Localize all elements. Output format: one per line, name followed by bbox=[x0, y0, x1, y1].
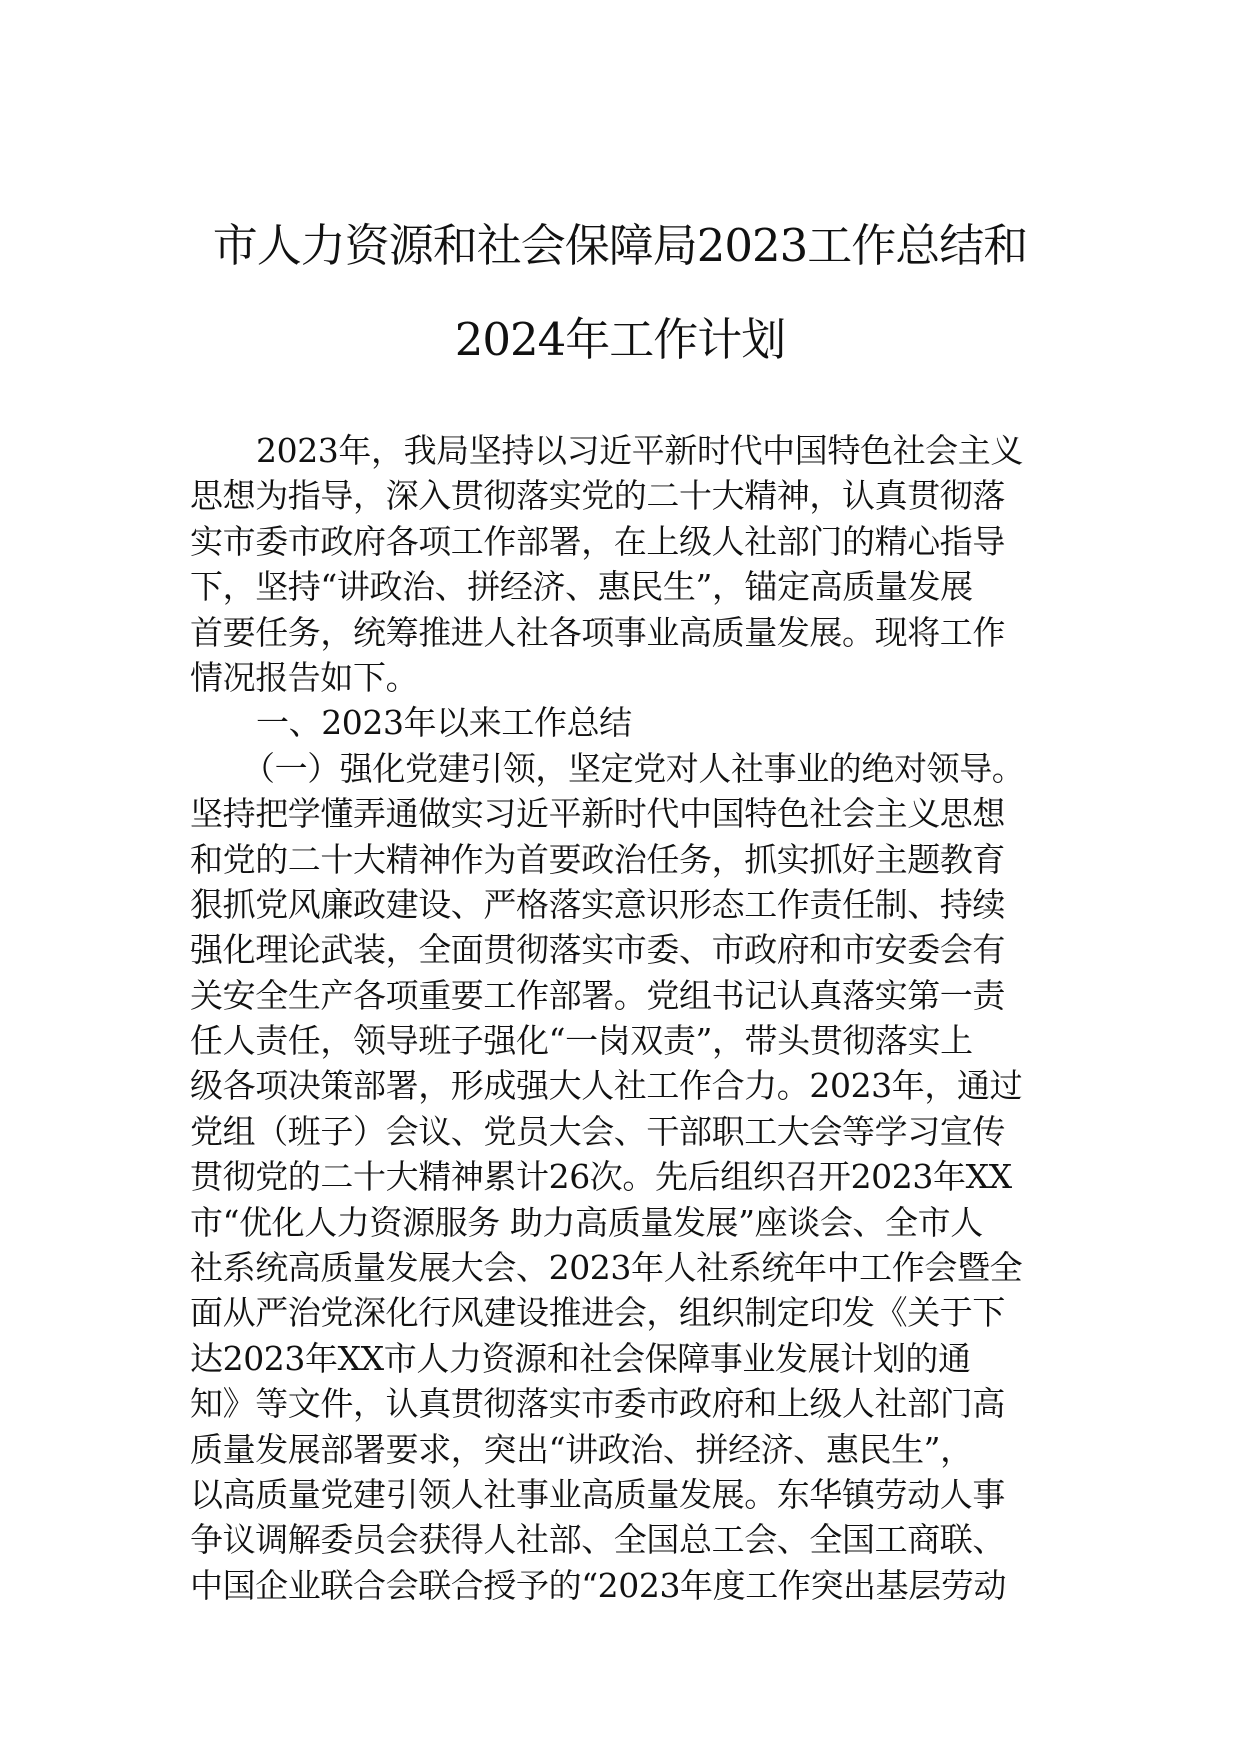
document-title-line-1: 市人力资源和社会保障局2023工作总结和 bbox=[212, 219, 1028, 272]
body-line: 知》等文件，认真贯彻落实市委市政府和上级人社部门高 bbox=[190, 1384, 1006, 1424]
body-line: 和党的二十大精神作为首要政治任务，抓实抓好主题教育 bbox=[190, 839, 1006, 879]
body-line: 质量发展部署要求，突出“讲政治、拼经济、惠民生”， bbox=[190, 1429, 973, 1469]
body-line: 以高质量党建引领人社事业高质量发展。东华镇劳动人事 bbox=[190, 1474, 1006, 1514]
body-line: 任人责任，领导班子强化“一岗双责”，带头贯彻落实上 bbox=[190, 1021, 973, 1061]
body-line: 贯彻党的二十大精神累计26次。先后组织召开2023年XX bbox=[190, 1157, 1012, 1197]
document-title-line-2: 2024年工作计划 bbox=[454, 313, 786, 366]
body-line: 级各项决策部署，形成强大人社工作合力。2023年，通过 bbox=[190, 1066, 1023, 1106]
body-line: 市“优化人力资源服务 助力高质量发展”座谈会、全市人 bbox=[190, 1202, 983, 1242]
body-line: 思想为指导，深入贯彻落实党的二十大精神，认真贯彻落 bbox=[190, 476, 1006, 516]
body-line: 争议调解委员会获得人社部、全国总工会、全国工商联、 bbox=[190, 1520, 1006, 1560]
body-line: 情况报告如下。 bbox=[190, 657, 419, 697]
body-line: 强化理论武装，全面贯彻落实市委、市政府和市安委会有 bbox=[190, 930, 1006, 970]
body-line: 关安全生产各项重要工作部署。党组书记认真落实第一责 bbox=[190, 975, 1006, 1015]
section-heading: 一、2023年以来工作总结 bbox=[256, 703, 632, 743]
body-line: 面从严治党深化行风建设推进会，组织制定印发《关于下 bbox=[190, 1293, 1006, 1333]
body-line: 2023年，我局坚持以习近平新时代中国特色社会主义 bbox=[256, 431, 1023, 470]
subsection-heading: （一）强化党建引领，坚定党对人社事业的绝对领导。 bbox=[242, 748, 1025, 788]
body-line: 实市委市政府各项工作部署，在上级人社部门的精心指导 bbox=[190, 521, 1006, 561]
body-line: 狠抓党风廉政建设、严格落实意识形态工作责任制、持续 bbox=[190, 884, 1006, 924]
body-line: 下，坚持“讲政治、拼经济、惠民生”，锚定高质量发展 bbox=[190, 567, 973, 607]
body-line: 党组（班子）会议、党员大会、干部职工大会等学习宣传 bbox=[190, 1111, 1006, 1151]
body-line: 中国企业联合会联合授予的“2023年度工作突出基层劳动 bbox=[190, 1565, 1007, 1605]
body-line: 达2023年XX市人力资源和社会保障事业发展计划的通 bbox=[190, 1338, 971, 1378]
body-line: 社系统高质量发展大会、2023年人社系统年中工作会暨全 bbox=[190, 1248, 1023, 1288]
body-line: 坚持把学懂弄通做实习近平新时代中国特色社会主义思想 bbox=[190, 794, 1006, 834]
document-body bbox=[190, 428, 1060, 1608]
body-line: 首要任务，统筹推进人社各项事业高质量发展。现将工作 bbox=[190, 612, 1006, 652]
